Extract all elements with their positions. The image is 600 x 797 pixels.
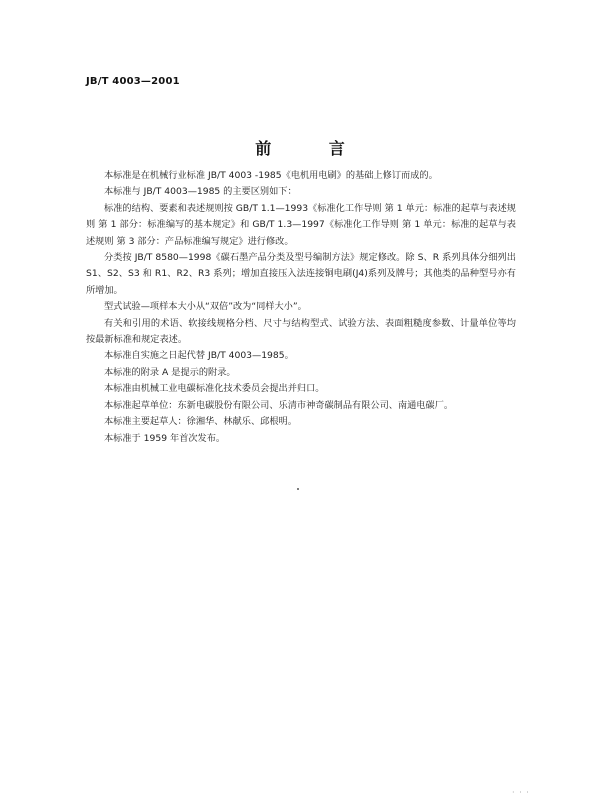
standard-code: JB/T 4003—2001: [86, 76, 180, 87]
foreword-body: [86, 168, 516, 447]
scan-speck: [297, 488, 299, 490]
page-title: 前 言: [255, 139, 371, 158]
paragraph: 型式试验—项样本大小从“双倍”改为“同样大小”。: [104, 301, 307, 313]
footer-dots: · · ·: [512, 788, 530, 797]
paragraph: 本标准的附录 A 是提示的附录。: [104, 366, 236, 378]
paragraph: 本标准主要起草人：徐湘华、林献乐、邱根明。: [104, 416, 297, 428]
paragraph: 标准的结构、要素和表述规则按 GB/T 1.1—1993《标准化工作导则 第 1 单元：标准的起草与表述规则 第 1 部分：标准编写的基本规定》和 GB/T 1.3—1997《标准化工作导则 第 1 单元：标准的起草与表述规则 第 3 部分：产品标准编写规定》进行修改。: [86, 202, 516, 247]
paragraph: 本标准由机械工业电碳标准化技术委员会提出并归口。: [104, 383, 325, 395]
paragraph: 有关和引用的术语、软接线规格分档、尺寸与结构型式、试验方法、表面粗糙度参数、计量单位等均按最新标准和规定表述。: [86, 317, 516, 346]
paragraph: 本标准是在机械行业标准 JB/T 4003 -1985《电机用电刷》的基础上修订而成的。: [104, 170, 438, 181]
paragraph: 本标准与 JB/T 4003—1985 的主要区别如下：: [104, 186, 297, 198]
paragraph: 本标准起草单位：东新电碳股份有限公司、乐清市神奇碳制品有限公司、南通电碳厂。: [104, 399, 454, 411]
paragraph: 本标准于 1959 年首次发布。: [104, 432, 226, 444]
paragraph: 本标准自实施之日起代替 JB/T 4003—1985。: [104, 350, 294, 362]
paragraph: 分类按 JB/T 8580—1998《碳石墨产品分类及型号编制方法》规定修改。除 S、R 系列具体分细列出 S1、S2、S3 和 R1、R2、R3 系列；增加直接压入法连接铜电刷(J4)系列及牌号；其他类的品种型号亦有所增加。: [86, 252, 516, 296]
